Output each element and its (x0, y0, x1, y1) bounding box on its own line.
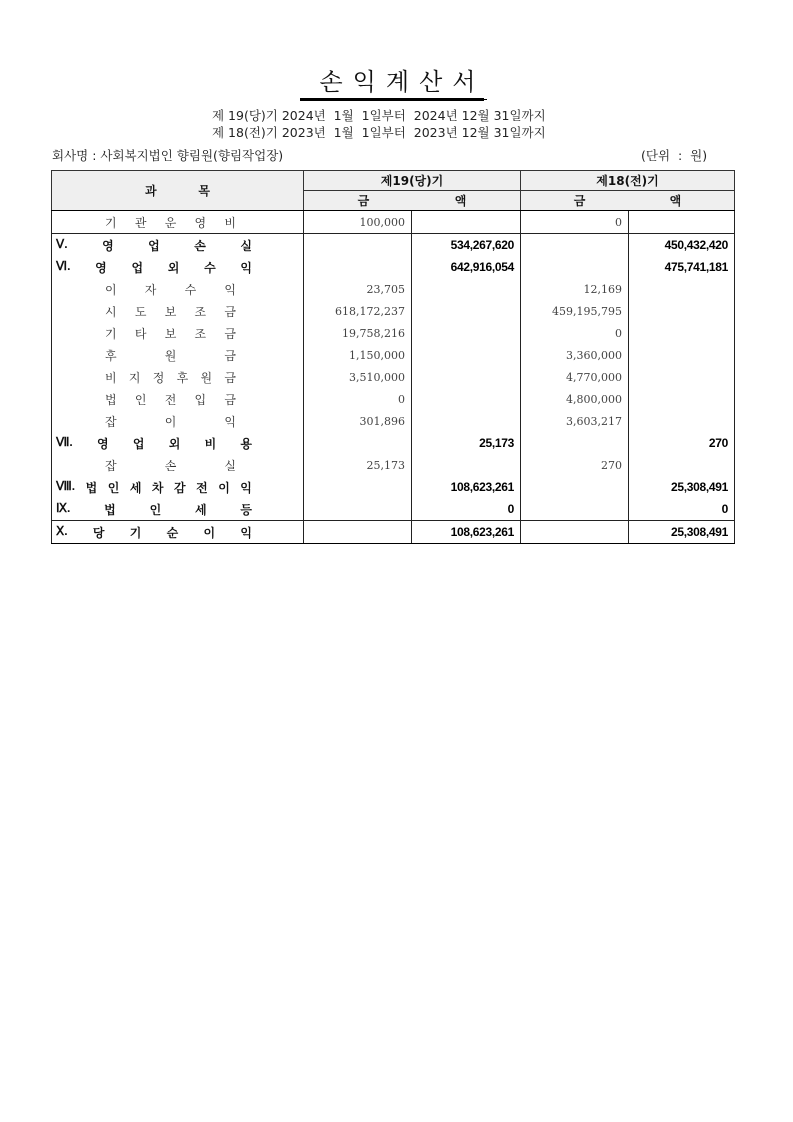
label-char: 업 (148, 238, 160, 253)
current-total-amount (412, 211, 521, 234)
prior-total-amount (629, 344, 735, 366)
label-char: 이 (203, 525, 216, 540)
section-numeral: Ⅴ. (56, 236, 68, 251)
label-char: 입 (194, 392, 207, 407)
header-row-1 (52, 171, 735, 191)
current-detail-amount (304, 476, 412, 498)
current-total-amount (412, 388, 521, 410)
current-detail-amount: 618,172,237 (304, 300, 412, 322)
header-amount-char-2: 액 (454, 194, 467, 208)
label-char: 비 (204, 436, 217, 451)
label-char: 익 (240, 525, 252, 540)
table-row (52, 322, 735, 344)
label-char: 법 (104, 502, 116, 517)
header-current-period: 제19(당)기 (304, 171, 521, 191)
line-item-label (105, 281, 236, 298)
label-char: 정 (152, 370, 165, 385)
prior-total-amount (629, 388, 735, 410)
label-char: 영 (102, 238, 114, 253)
label-char: 관 (134, 215, 147, 230)
line-item-label (105, 325, 236, 342)
row-subject (52, 256, 304, 278)
current-total-amount: 642,916,054 (412, 256, 521, 278)
label-char: 실 (240, 238, 252, 253)
current-total-amount: 108,623,261 (412, 521, 521, 544)
header-current-amount (304, 191, 521, 211)
section-heading (56, 479, 252, 496)
table-row (52, 211, 735, 234)
label-char: 보 (164, 326, 177, 341)
label-char: 운 (164, 215, 177, 230)
label-char: 실 (224, 458, 236, 473)
label-char: 순 (166, 525, 179, 540)
prior-detail-amount: 0 (521, 322, 629, 344)
label-char: 법 (85, 480, 98, 495)
income-statement-table (51, 170, 735, 544)
label-char: 법 (105, 392, 117, 407)
row-subject (52, 498, 304, 521)
section-numeral: Ⅶ. (56, 434, 73, 449)
prior-detail-amount (521, 234, 629, 257)
label-char: 기 (129, 525, 142, 540)
row-subject (52, 344, 304, 366)
label-char: 금 (224, 348, 236, 363)
prior-total-amount: 0 (629, 498, 735, 521)
title-double-underline (300, 98, 484, 101)
label-char: 타 (134, 326, 147, 341)
current-detail-amount (304, 256, 412, 278)
section-heading (56, 237, 252, 254)
label-char: 감 (174, 480, 186, 495)
unit-label: (단위 : 원) (641, 148, 708, 163)
label-char: 세 (129, 480, 142, 495)
header-amount-char-2: 액 (669, 194, 682, 208)
current-total-amount (412, 322, 521, 344)
row-subject (52, 278, 304, 300)
row-subject (52, 234, 304, 257)
label-char: 익 (240, 260, 252, 275)
current-detail-amount: 23,705 (304, 278, 412, 300)
current-detail-amount: 25,173 (304, 454, 412, 476)
label-char: 차 (151, 480, 164, 495)
table-row (52, 476, 735, 498)
label-char: 금 (224, 370, 236, 385)
table-row (52, 388, 735, 410)
prior-detail-amount: 3,603,217 (521, 410, 629, 432)
label-char: 잡 (105, 414, 117, 429)
label-char: 외 (167, 260, 180, 275)
current-detail-amount: 19,758,216 (304, 322, 412, 344)
table-body (52, 211, 735, 544)
label-char: 이 (218, 480, 230, 495)
section-numeral: Ⅵ. (56, 258, 71, 273)
prior-total-amount: 475,741,181 (629, 256, 735, 278)
current-total-amount (412, 278, 521, 300)
label-char: 후 (105, 348, 117, 363)
row-subject (52, 454, 304, 476)
section-heading (56, 524, 252, 541)
table-row (52, 521, 735, 544)
prior-detail-amount: 459,195,795 (521, 300, 629, 322)
row-subject (52, 300, 304, 322)
current-detail-amount (304, 234, 412, 257)
current-total-amount: 25,173 (412, 432, 521, 454)
current-total-amount: 534,267,620 (412, 234, 521, 257)
label-char: 비 (224, 215, 236, 230)
prior-total-amount (629, 322, 735, 344)
line-item-label (105, 347, 236, 364)
label-char: 후 (176, 370, 189, 385)
label-char: 비 (105, 370, 117, 385)
label-char: 당 (92, 525, 105, 540)
label-char: 잡 (105, 458, 117, 473)
label-char: 인 (149, 502, 162, 517)
current-detail-amount: 100,000 (304, 211, 412, 234)
current-detail-amount: 301,896 (304, 410, 412, 432)
label-char: 익 (224, 282, 236, 297)
line-item-label (105, 214, 236, 231)
label-char: 금 (224, 326, 236, 341)
prior-total-amount (629, 278, 735, 300)
prior-total-amount: 25,308,491 (629, 476, 735, 498)
header-subject: 과 목 (52, 171, 304, 211)
section-heading (56, 501, 252, 518)
row-subject (52, 366, 304, 388)
table-row (52, 498, 735, 521)
current-total-amount: 108,623,261 (412, 476, 521, 498)
table-row (52, 432, 735, 454)
label-char: 손 (194, 238, 206, 253)
label-char: 금 (224, 392, 236, 407)
label-char: 영 (97, 436, 109, 451)
line-item-label (105, 413, 236, 430)
current-detail-amount (304, 432, 412, 454)
section-heading (56, 259, 252, 276)
row-subject (52, 410, 304, 432)
label-char: 수 (184, 282, 197, 297)
label-char: 시 (105, 304, 117, 319)
prior-total-amount (629, 211, 735, 234)
current-detail-amount: 3,510,000 (304, 366, 412, 388)
row-subject (52, 211, 304, 234)
row-subject (52, 432, 304, 454)
current-total-amount (412, 366, 521, 388)
label-char: 세 (194, 502, 207, 517)
table-row (52, 344, 735, 366)
label-char: 외 (168, 436, 181, 451)
document-title-wrap (0, 62, 793, 100)
prior-detail-amount (521, 256, 629, 278)
label-char: 수 (204, 260, 216, 275)
table-row (52, 454, 735, 476)
label-char: 익 (224, 414, 236, 429)
prior-detail-amount (521, 498, 629, 521)
label-char: 원 (164, 348, 177, 363)
label-char: 익 (240, 480, 252, 495)
label-char: 도 (134, 304, 147, 319)
label-char: 인 (107, 480, 120, 495)
label-char: 등 (240, 502, 252, 517)
prior-total-amount (629, 300, 735, 322)
section-heading (56, 435, 252, 452)
label-char: 금 (224, 304, 236, 319)
table-row (52, 366, 735, 388)
prior-total-amount: 450,432,420 (629, 234, 735, 257)
period-prior: 제 18(전)기 2023년 1월 1일부터 2023년 12월 31일까지 (212, 125, 546, 140)
line-item-label (105, 369, 236, 386)
section-numeral: Ⅹ. (56, 523, 68, 538)
table-row (52, 300, 735, 322)
current-total-amount (412, 344, 521, 366)
header-prior-amount (521, 191, 735, 211)
current-detail-amount (304, 498, 412, 521)
label-char: 원 (200, 370, 213, 385)
current-total-amount: 0 (412, 498, 521, 521)
prior-detail-amount: 12,169 (521, 278, 629, 300)
label-char: 영 (194, 215, 207, 230)
label-char: 용 (240, 436, 252, 451)
prior-detail-amount (521, 476, 629, 498)
label-char: 업 (132, 436, 145, 451)
line-item-label (105, 303, 236, 320)
current-total-amount (412, 300, 521, 322)
label-char: 기 (105, 215, 117, 230)
prior-total-amount (629, 366, 735, 388)
header-amount-char-1: 금 (357, 194, 370, 208)
row-subject (52, 521, 304, 544)
current-total-amount (412, 410, 521, 432)
row-subject (52, 322, 304, 344)
label-char: 손 (164, 458, 177, 473)
company-name: 회사명 : 사회복지법인 향림원(향림작업장) (52, 148, 284, 163)
period-current: 제 19(당)기 2024년 1월 1일부터 2024년 12월 31일까지 (212, 108, 546, 123)
current-detail-amount: 1,150,000 (304, 344, 412, 366)
current-detail-amount (304, 521, 412, 544)
header-amount-char-1: 금 (573, 194, 586, 208)
label-char: 조 (194, 304, 207, 319)
label-char: 자 (144, 282, 157, 297)
current-total-amount (412, 454, 521, 476)
row-subject (52, 388, 304, 410)
label-char: 조 (194, 326, 207, 341)
table-row (52, 278, 735, 300)
label-char: 이 (164, 414, 177, 429)
table-row (52, 410, 735, 432)
header-prior-period: 제18(전)기 (521, 171, 735, 191)
label-char: 영 (95, 260, 107, 275)
row-subject (52, 476, 304, 498)
prior-detail-amount: 4,800,000 (521, 388, 629, 410)
prior-total-amount (629, 454, 735, 476)
prior-detail-amount: 270 (521, 454, 629, 476)
prior-detail-amount: 3,360,000 (521, 344, 629, 366)
current-detail-amount: 0 (304, 388, 412, 410)
prior-detail-amount: 0 (521, 211, 629, 234)
label-char: 전 (196, 480, 208, 495)
prior-detail-amount (521, 521, 629, 544)
document-title: 손익계산서 (306, 62, 488, 100)
label-char: 인 (134, 392, 147, 407)
prior-detail-amount (521, 432, 629, 454)
prior-total-amount (629, 410, 735, 432)
section-numeral: Ⅷ. (56, 478, 76, 493)
line-item-label (105, 391, 236, 408)
table-row (52, 256, 735, 278)
label-char: 기 (105, 326, 117, 341)
line-item-label (105, 457, 236, 474)
prior-total-amount: 25,308,491 (629, 521, 735, 544)
section-numeral: Ⅸ. (56, 500, 71, 515)
label-char: 보 (164, 304, 177, 319)
label-char: 전 (164, 392, 177, 407)
label-char: 업 (131, 260, 144, 275)
label-char: 지 (128, 370, 141, 385)
prior-detail-amount: 4,770,000 (521, 366, 629, 388)
prior-total-amount: 270 (629, 432, 735, 454)
table-row (52, 234, 735, 257)
label-char: 이 (105, 282, 117, 297)
